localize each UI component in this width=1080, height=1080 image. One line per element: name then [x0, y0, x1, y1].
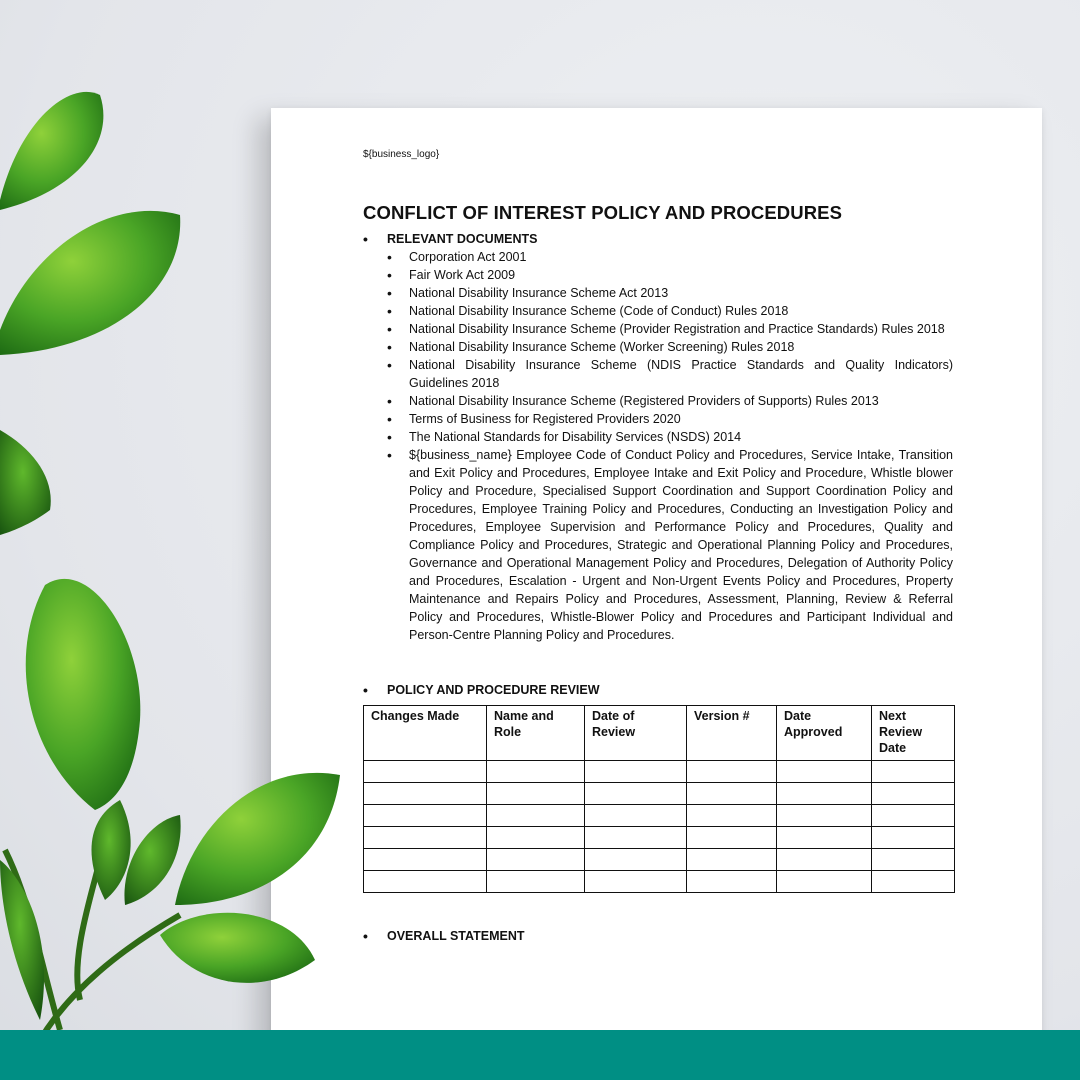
relevant-documents-list: [387, 248, 953, 644]
review-table-cell: [687, 783, 777, 805]
review-table-cell: [777, 827, 872, 849]
relevant-document-item: • National Disability Insurance Scheme (Worker Screening) Rules 2018: [387, 338, 953, 356]
review-column-header: Date of Review: [585, 706, 687, 761]
review-table-cell: [364, 849, 487, 871]
review-table-cell: [585, 871, 687, 893]
review-table-cell: [364, 805, 487, 827]
review-table-cell: [364, 761, 487, 783]
review-table-header: [364, 706, 955, 761]
document-title: CONFLICT OF INTEREST POLICY AND PROCEDURES: [363, 202, 843, 223]
leaf-right: [175, 773, 340, 905]
review-table-cell: [872, 805, 955, 827]
review-table-body: [364, 761, 955, 893]
review-table-row: [364, 827, 955, 849]
review-table-cell: [687, 761, 777, 783]
relevant-document-item: • National Disability Insurance Scheme (Registered Providers of Supports) Rules 2013: [387, 392, 953, 410]
review-table-cell: [487, 783, 585, 805]
review-table-row: [364, 805, 955, 827]
review-column-header: Date Approved: [777, 706, 872, 761]
leaf-center: [91, 800, 130, 900]
relevant-document-item: • Corporation Act 2001: [387, 248, 953, 266]
review-table-cell: [687, 827, 777, 849]
review-table-cell: [585, 761, 687, 783]
leaf-upper: [0, 211, 180, 355]
review-table-cell: [585, 827, 687, 849]
section-heading-relevant-documents: • RELEVANT DOCUMENTS: [363, 230, 953, 248]
leaf-middle-left: [0, 430, 51, 535]
review-table-cell: [777, 805, 872, 827]
review-table-cell: [364, 783, 487, 805]
document-body: [363, 148, 953, 945]
review-column-header: Next Review Date: [872, 706, 955, 761]
review-table-cell: [777, 871, 872, 893]
section-heading-overall-statement: • OVERALL STATEMENT: [363, 927, 953, 945]
review-table: [363, 705, 955, 893]
review-table-cell: [585, 783, 687, 805]
review-column-header: Name and Role: [487, 706, 585, 761]
review-table-cell: [487, 805, 585, 827]
review-table-cell: [777, 761, 872, 783]
relevant-document-item: • Fair Work Act 2009: [387, 266, 953, 284]
review-table-row: [364, 849, 955, 871]
relevant-document-item: • National Disability Insurance Scheme (Code of Conduct) Rules 2018: [387, 302, 953, 320]
review-table-cell: [687, 871, 777, 893]
review-table-cell: [585, 805, 687, 827]
review-table-cell: [487, 849, 585, 871]
relevant-document-item: • National Disability Insurance Scheme (NDIS Practice Standards and Quality Indicators) Guidelines 2018: [387, 356, 953, 392]
review-table-cell: [487, 761, 585, 783]
review-table-cell: [487, 871, 585, 893]
leaf-large: [26, 579, 141, 810]
plant-decoration: [0, 0, 360, 1080]
section-heading-review: • POLICY AND PROCEDURE REVIEW: [363, 681, 953, 699]
review-table-row: [364, 783, 955, 805]
review-table-cell: [872, 827, 955, 849]
business-logo-placeholder: ${business_logo}: [363, 149, 440, 160]
review-table-cell: [364, 827, 487, 849]
document-page: [271, 108, 1042, 1048]
review-table-cell: [487, 827, 585, 849]
review-column-header: Version #: [687, 706, 777, 761]
relevant-document-item: • National Disability Insurance Scheme (Provider Registration and Practice Standards) Rules 2018: [387, 320, 953, 338]
review-table-row: [364, 871, 955, 893]
leaf-bottom: [160, 913, 315, 983]
relevant-document-item: • ${business_name} Employee Code of Conduct Policy and Procedures, Service Intake, Transition and Exit Policy and Procedures, Employee Intake and Exit Policy and Procedure, Whistle blower Policy and Procedure, Specialised Support Coordination and Support Coordination Policy and Procedures, Employee Training Policy and Procedures, Conducting an Investigation Policy and Procedures, Employee Supervision and Performance Policy and Procedures, Quality and Compliance Policy and Procedures, Strategic and Operational Planning Policy and Procedures, Governance and Operational Management Policy and Procedures, Delegation of Authority Policy and Procedures, Escalation - Urgent and Non-Urgent Events Policy and Procedures, Property Maintenance and Repairs Policy and Procedures, Assessment, Planning, Review & Referral Policy and Procedures, Whistle-Blower Policy and Procedures and Participant Individual and Person-Centre Planning Policy and Procedures.: [387, 446, 953, 644]
leaf-center-right: [124, 815, 180, 905]
review-table-cell: [777, 783, 872, 805]
review-table-cell: [872, 783, 955, 805]
relevant-document-item: • The National Standards for Disability Services (NSDS) 2014: [387, 428, 953, 446]
footer-accent-bar: [0, 1030, 1080, 1080]
review-table-cell: [872, 871, 955, 893]
review-table-cell: [687, 849, 777, 871]
review-table-cell: [585, 849, 687, 871]
review-table-cell: [872, 849, 955, 871]
review-table-cell: [364, 871, 487, 893]
review-table-row: [364, 761, 955, 783]
relevant-document-item: • National Disability Insurance Scheme Act 2013: [387, 284, 953, 302]
review-column-header: Changes Made: [364, 706, 487, 761]
review-table-cell: [687, 805, 777, 827]
leaf-top: [0, 92, 103, 210]
relevant-document-item: • Terms of Business for Registered Providers 2020: [387, 410, 953, 428]
review-table-cell: [872, 761, 955, 783]
review-table-cell: [777, 849, 872, 871]
